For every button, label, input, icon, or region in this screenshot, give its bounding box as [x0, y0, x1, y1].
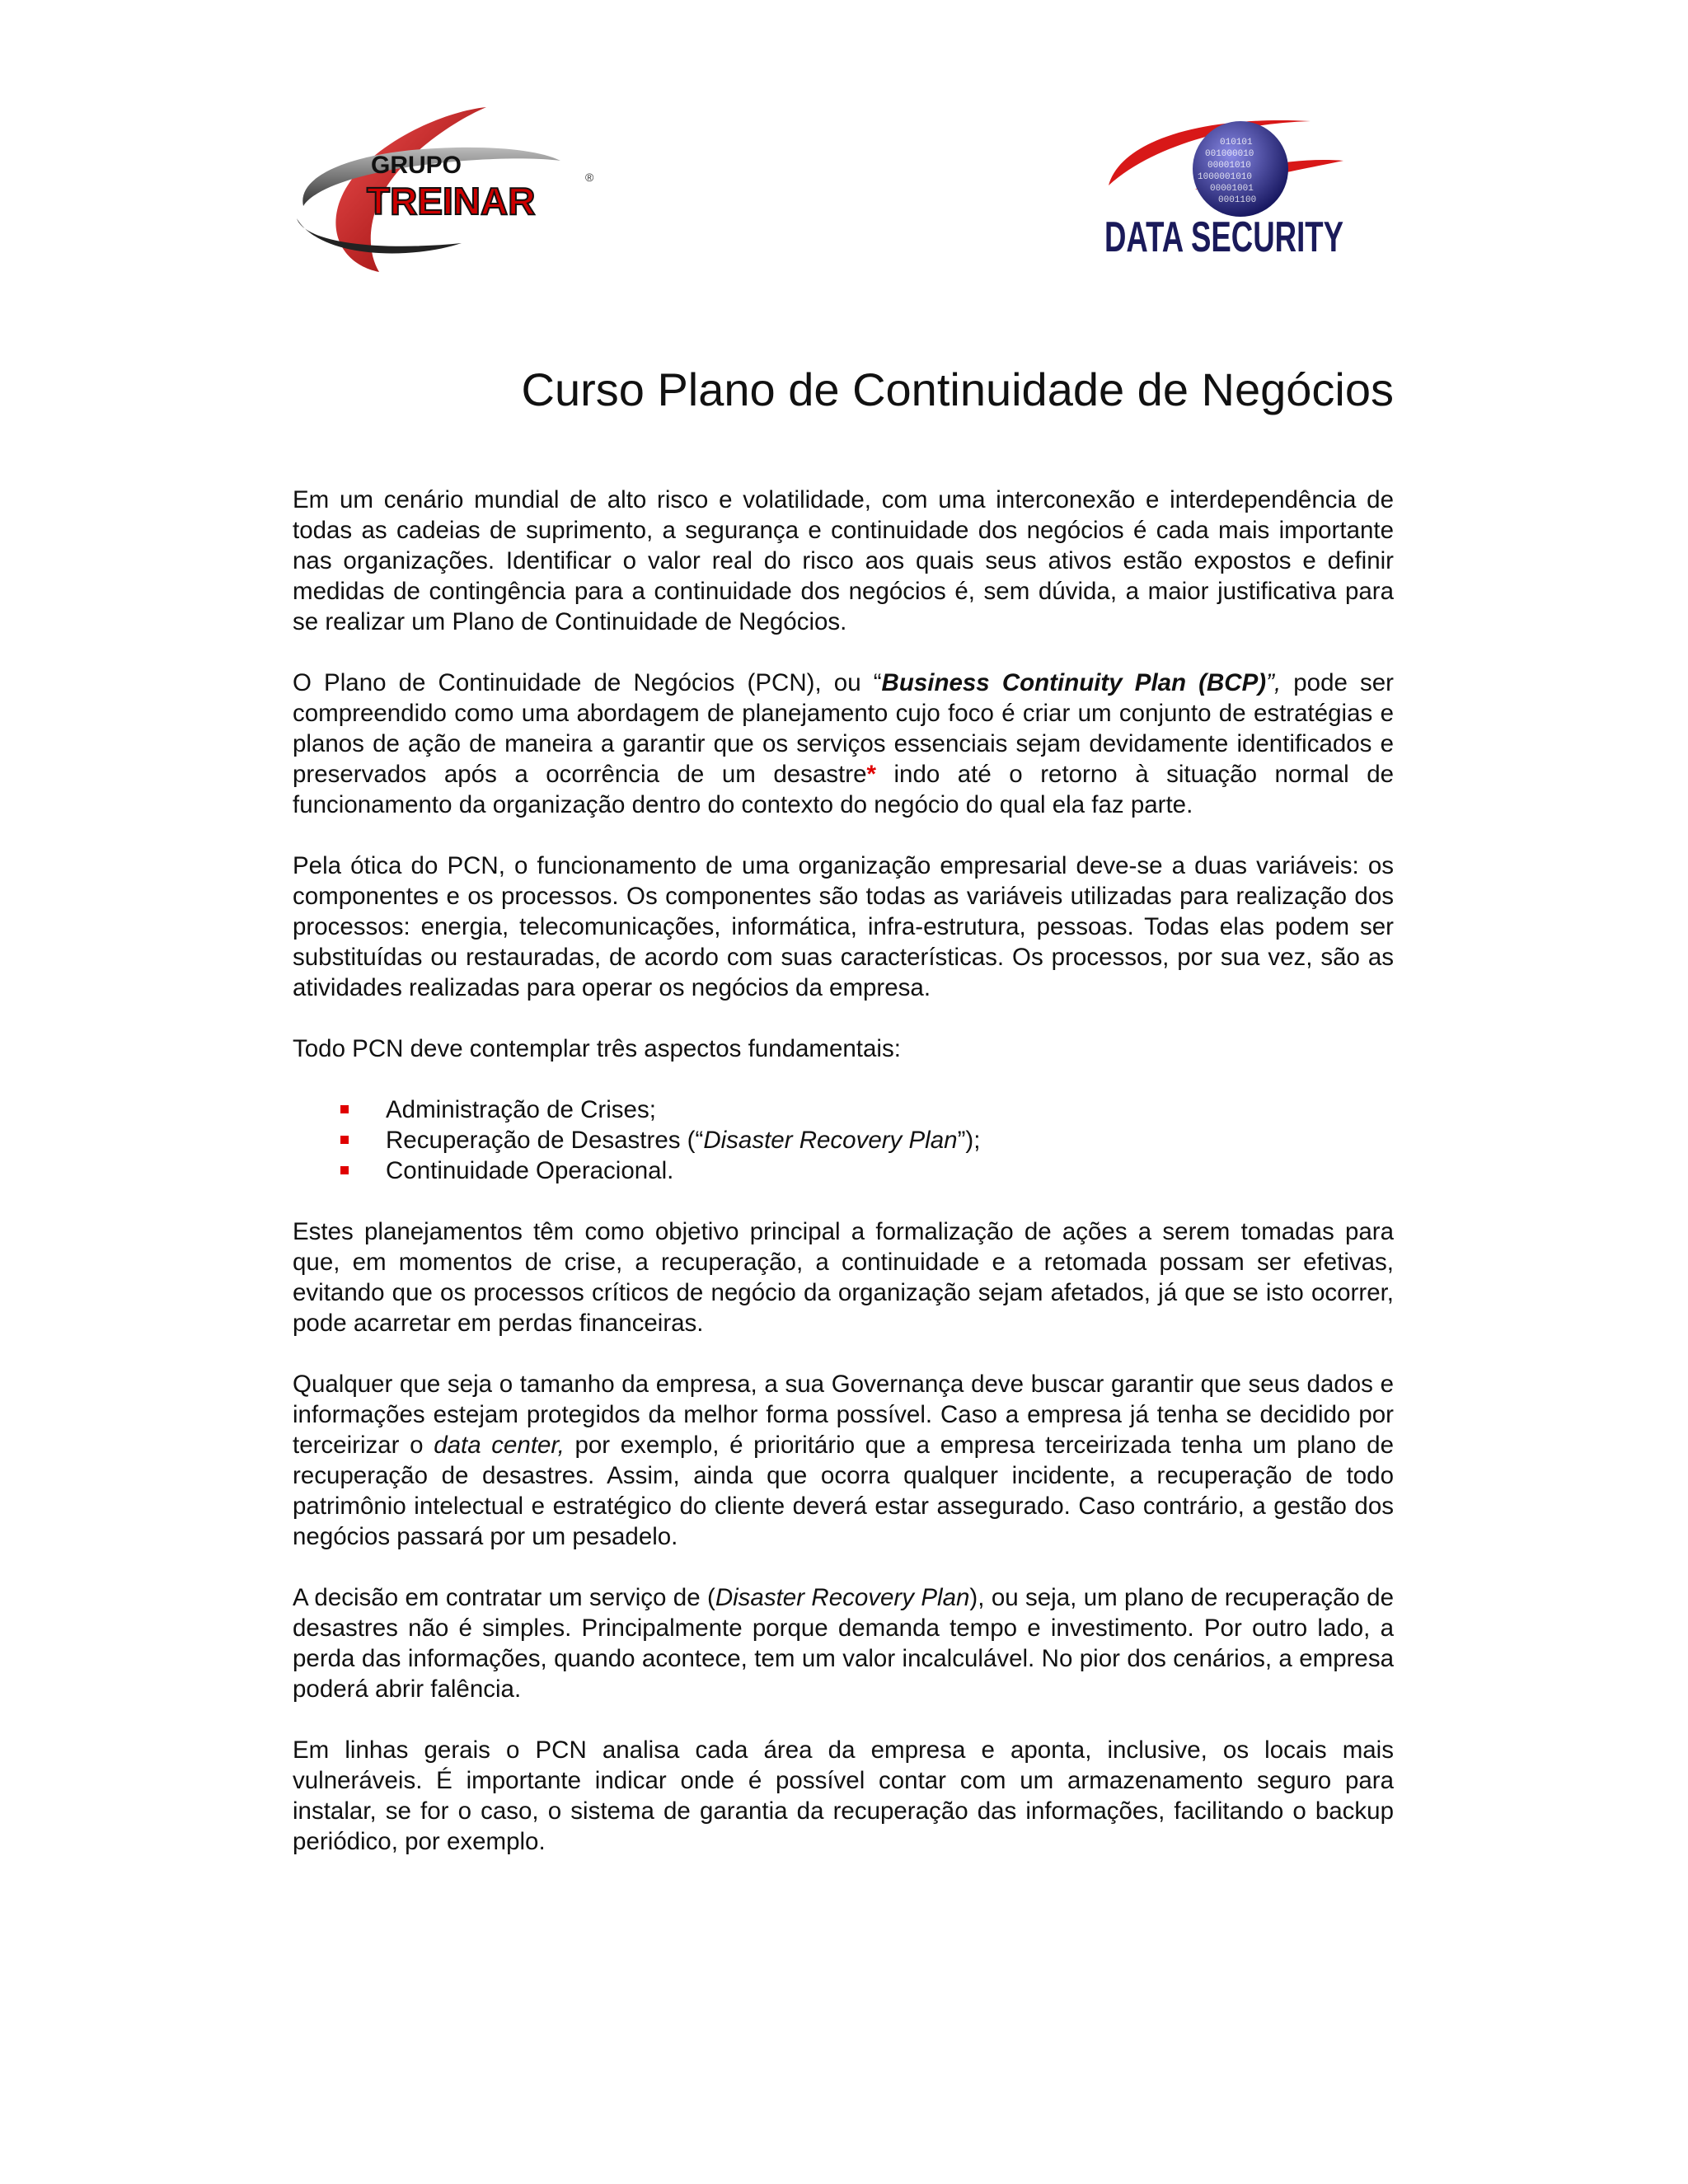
- svg-text:DATA SECURITY: DATA SECURITY: [1104, 213, 1343, 261]
- grupo-treinar-logo: [288, 99, 610, 280]
- list-item: [293, 1155, 1394, 1186]
- list-item-text: Continuidade Operacional.: [386, 1157, 674, 1184]
- paragraph-text: Qualquer que seja o tamanho da empresa, a sua Governança deve buscar garantir que seus dados e informações estejam protegidos da melhor forma possível. Caso a empresa já tenha se decidido por terceirizar o: [293, 1371, 1394, 1459]
- paragraph-text: por exemplo, é prioritário que a empresa terceirizada tenha um plano de recuperação de desastres. Assim, ainda que ocorra qualquer incidente, a recuperação de todo patrimônio intelectual e estratégico do cliente deverá estar assegurado. Caso contrário, a gestão dos negócios passará por um pesadelo.: [293, 1432, 1394, 1550]
- svg-text:00001001: 00001001: [1210, 184, 1254, 194]
- paragraph-intro: Em um cenário mundial de alto risco e volatilidade, com uma interconexão e interdependência de todas as cadeias de suprimento, a segurança e continuidade dos negócios é cada mais importante nas organizações. Identificar o valor real do risco aos quais seus ativos estão expostos e definir medidas de contingência para a continuidade dos negócios é, sem dúvida, a maior justificativa para se realizar um Plano de Continuidade de Negócios.: [293, 486, 1394, 635]
- paragraph-text: indo até o retorno à situação normal de funcionamento da organização dentro do contexto do negócio do qual ela faz parte.: [293, 761, 1395, 818]
- paragraph-text: ), ou seja, um plano de recuperação de desastres não é simples. Principalmente porque demanda tempo e investimento. Por outro lado, a perda das informações, quando acontece, tem um valor incalculável. No pior dos cenários, a empresa poderá abrir falência.: [293, 1584, 1394, 1703]
- list-item-italic: Disaster Recovery Plan: [703, 1127, 958, 1154]
- document-body: [293, 485, 1394, 1887]
- paragraph-analysis: Em linhas gerais o PCN analisa cada área da empresa e aponta, inclusive, os locais mais vulneráveis. É importante indicar onde é possível contar com um armazenamento seguro para instalar, se for o caso, o sistema de garantia da recuperação das informações, facilitando o backup periódico, por exemplo.: [293, 1736, 1394, 1855]
- list-item-text: Administração de Crises;: [386, 1096, 656, 1123]
- svg-text:001000010: 001000010: [1205, 149, 1254, 159]
- svg-text:010101: 010101: [1220, 138, 1253, 148]
- svg-text:00001010: 00001010: [1207, 161, 1251, 171]
- list-item-text: ”);: [957, 1127, 981, 1154]
- list-item: [293, 1125, 1394, 1155]
- svg-text:GRUPO: GRUPO: [371, 152, 462, 179]
- closing-quote: ”,: [1266, 669, 1282, 696]
- paragraph-text: O Plano de Continuidade de Negócios (PCN), ou “: [293, 669, 882, 696]
- paragraph-components: Pela ótica do PCN, o funcionamento de uma organização empresarial deve-se a duas variáveis: os componentes e os processos. Os componentes são todas as variáveis utilizadas para realização dos processos: energia, telecomunicações, informática, infra-estrutura, pessoas. Todas elas podem ser substituídas ou restauradas, de acordo com suas características. Os processos, por sua vez, são as atividades realizadas para operar os negócios da empresa.: [293, 852, 1394, 1001]
- paragraph-text: pode ser compreendido como uma abordagem de planejamento cujo foco é criar um conjunto de estratégias e planos de ação de maneira a garantir que os serviços essenciais sejam devidamente identificados e preservados após a ocorrência de um desastre: [293, 669, 1394, 788]
- paragraph-governance: [293, 1369, 1394, 1552]
- italic-term: data center,: [434, 1432, 565, 1459]
- paragraph-decision: [293, 1582, 1394, 1704]
- bullet-square-icon: [340, 1166, 349, 1174]
- list-item: [293, 1094, 1394, 1125]
- data-security-logo: [1104, 111, 1352, 264]
- footnote-asterisk: *: [866, 761, 876, 788]
- list-item-text: Recuperação de Desastres (“: [386, 1127, 704, 1154]
- paragraph-text: A decisão em contratar um serviço de (: [293, 1584, 715, 1611]
- paragraph-aspects-intro: Todo PCN deve contemplar três aspectos fundamentais:: [293, 1035, 901, 1062]
- svg-text:®: ®: [585, 171, 594, 184]
- aspects-list: [293, 1094, 1394, 1186]
- italic-term: Disaster Recovery Plan: [715, 1584, 970, 1611]
- bcp-term: Business Continuity Plan (BCP): [881, 669, 1267, 696]
- bullet-square-icon: [340, 1105, 349, 1113]
- svg-text:0001100: 0001100: [1218, 195, 1257, 205]
- paragraph-bcp-definition: [293, 668, 1394, 820]
- bullet-square-icon: [340, 1136, 349, 1144]
- grupo-treinar-logo-graphic: [288, 99, 610, 280]
- data-security-logo-graphic: [1104, 111, 1352, 264]
- paragraph-objectives: Estes planejamentos têm como objetivo principal a formalização de ações a serem tomadas para que, em momentos de crise, a recuperação, a continuidade e a retomada possam ser efetivas, evitando que os processos críticos de negócio da organização sejam afetados, já que se isto ocorrer, pode acarretar em perdas financeiras.: [293, 1218, 1394, 1337]
- svg-text:1000001010: 1000001010: [1198, 172, 1253, 182]
- svg-text:TREINAR: TREINAR: [367, 180, 536, 223]
- document-title: Curso Plano de Continuidade de Negócios: [521, 363, 1394, 415]
